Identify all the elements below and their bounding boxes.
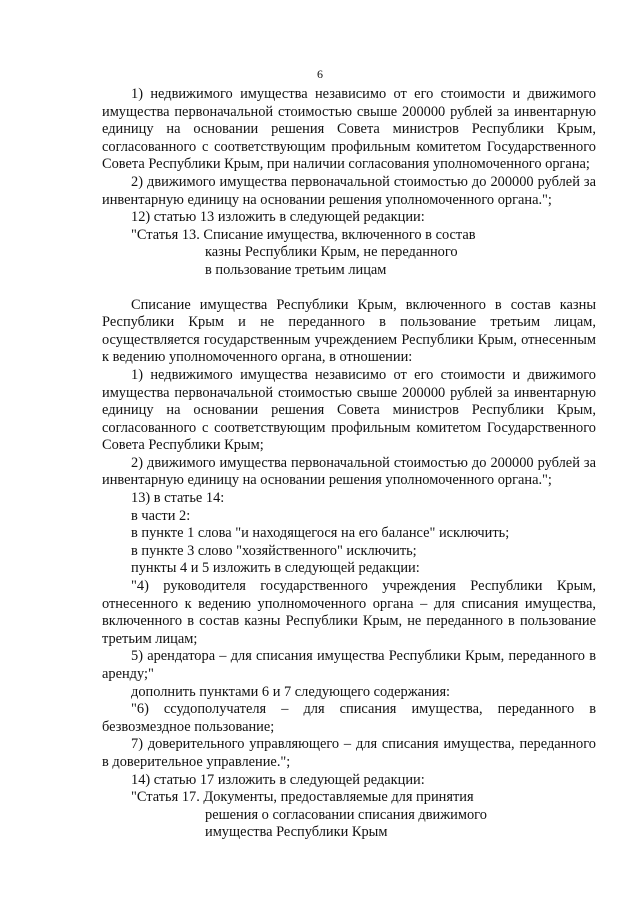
- page-number: 6: [317, 67, 323, 81]
- article-title-line: "Статья 13. Списание имущества, включенного в состав: [131, 226, 476, 243]
- paragraph: в пункте 1 слова "и находящегося на его балансе" исключить;: [131, 525, 510, 542]
- paragraph: 2) движимого имущества первоначальной стоимостью до 200000 рублей за инвентарную единицу на основании решения уполномоченного органа.";: [102, 173, 596, 208]
- paragraph: дополнить пунктами 6 и 7 следующего содержания:: [131, 683, 451, 700]
- article-title-line: решения о согласовании списания движимого: [205, 806, 487, 823]
- article-title-line: в пользование третьим лицам: [205, 261, 387, 278]
- paragraph: Списание имущества Республики Крым, включенного в состав казны Республики Крым и не переданного в пользование третьим лицам, осуществляется государственным учреждением Республики Крым, отнесенным к ведению уполномоченного органа, в отношении:: [102, 296, 596, 366]
- paragraph: 1) недвижимого имущества независимо от его стоимости и движимого имущества первоначальной стоимостью свыше 200000 рублей за инвентарную единицу на основании решения Совета министров Республики Крым, согласованного с соответствующим профильным комитетом Государственного Совета Республики Крым;: [102, 366, 596, 454]
- paragraph: 2) движимого имущества первоначальной стоимостью до 200000 рублей за инвентарную единицу на основании решения уполномоченного органа.";: [102, 454, 596, 489]
- paragraph: "4) руководителя государственного учреждения Республики Крым, отнесенного к ведению уполномоченного органа – для списания имущества, включенного в состав казны Республики Крым, не переданного в пользование третьим лицам;: [102, 578, 596, 647]
- document-body: [102, 86, 596, 842]
- paragraph: 5) арендатора – для списания имущества Республики Крым, переданного в аренду;": [102, 648, 596, 682]
- article-17-title: [102, 789, 596, 842]
- paragraph: пункты 4 и 5 изложить в следующей редакции:: [131, 560, 420, 577]
- paragraph: в части 2:: [131, 507, 191, 524]
- article-title-line: имущества Республики Крым: [205, 824, 388, 841]
- article-title-line: казны Республики Крым, не переданного: [205, 244, 458, 261]
- paragraph: в пункте 3 слово "хозяйственного" исключить;: [131, 542, 417, 559]
- paragraph: 7) доверительного управляющего – для списания имущества, переданного в доверительное управление.";: [102, 736, 596, 770]
- paragraph: 14) статью 17 изложить в следующей редакции:: [131, 771, 425, 788]
- article-title-line: "Статья 17. Документы, предоставляемые для принятия: [131, 789, 474, 806]
- article-13-title: [102, 227, 596, 280]
- paragraph: "6) ссудополучателя – для списания имущества, переданного в безвозмездное пользование;: [102, 701, 596, 735]
- paragraph: 12) статью 13 изложить в следующей редакции:: [131, 209, 425, 226]
- paragraph: 1) недвижимого имущества независимо от его стоимости и движимого имущества первоначальной стоимостью свыше 200000 рублей за инвентарную единицу на основании решения Совета министров Республики Крым, согласованного с соответствующим профильным комитетом Государственного Совета Республики Крым, при наличии согласования уполномоченного органа;: [102, 86, 596, 173]
- paragraph: 13) в статье 14:: [131, 490, 225, 507]
- spacer: [102, 280, 596, 297]
